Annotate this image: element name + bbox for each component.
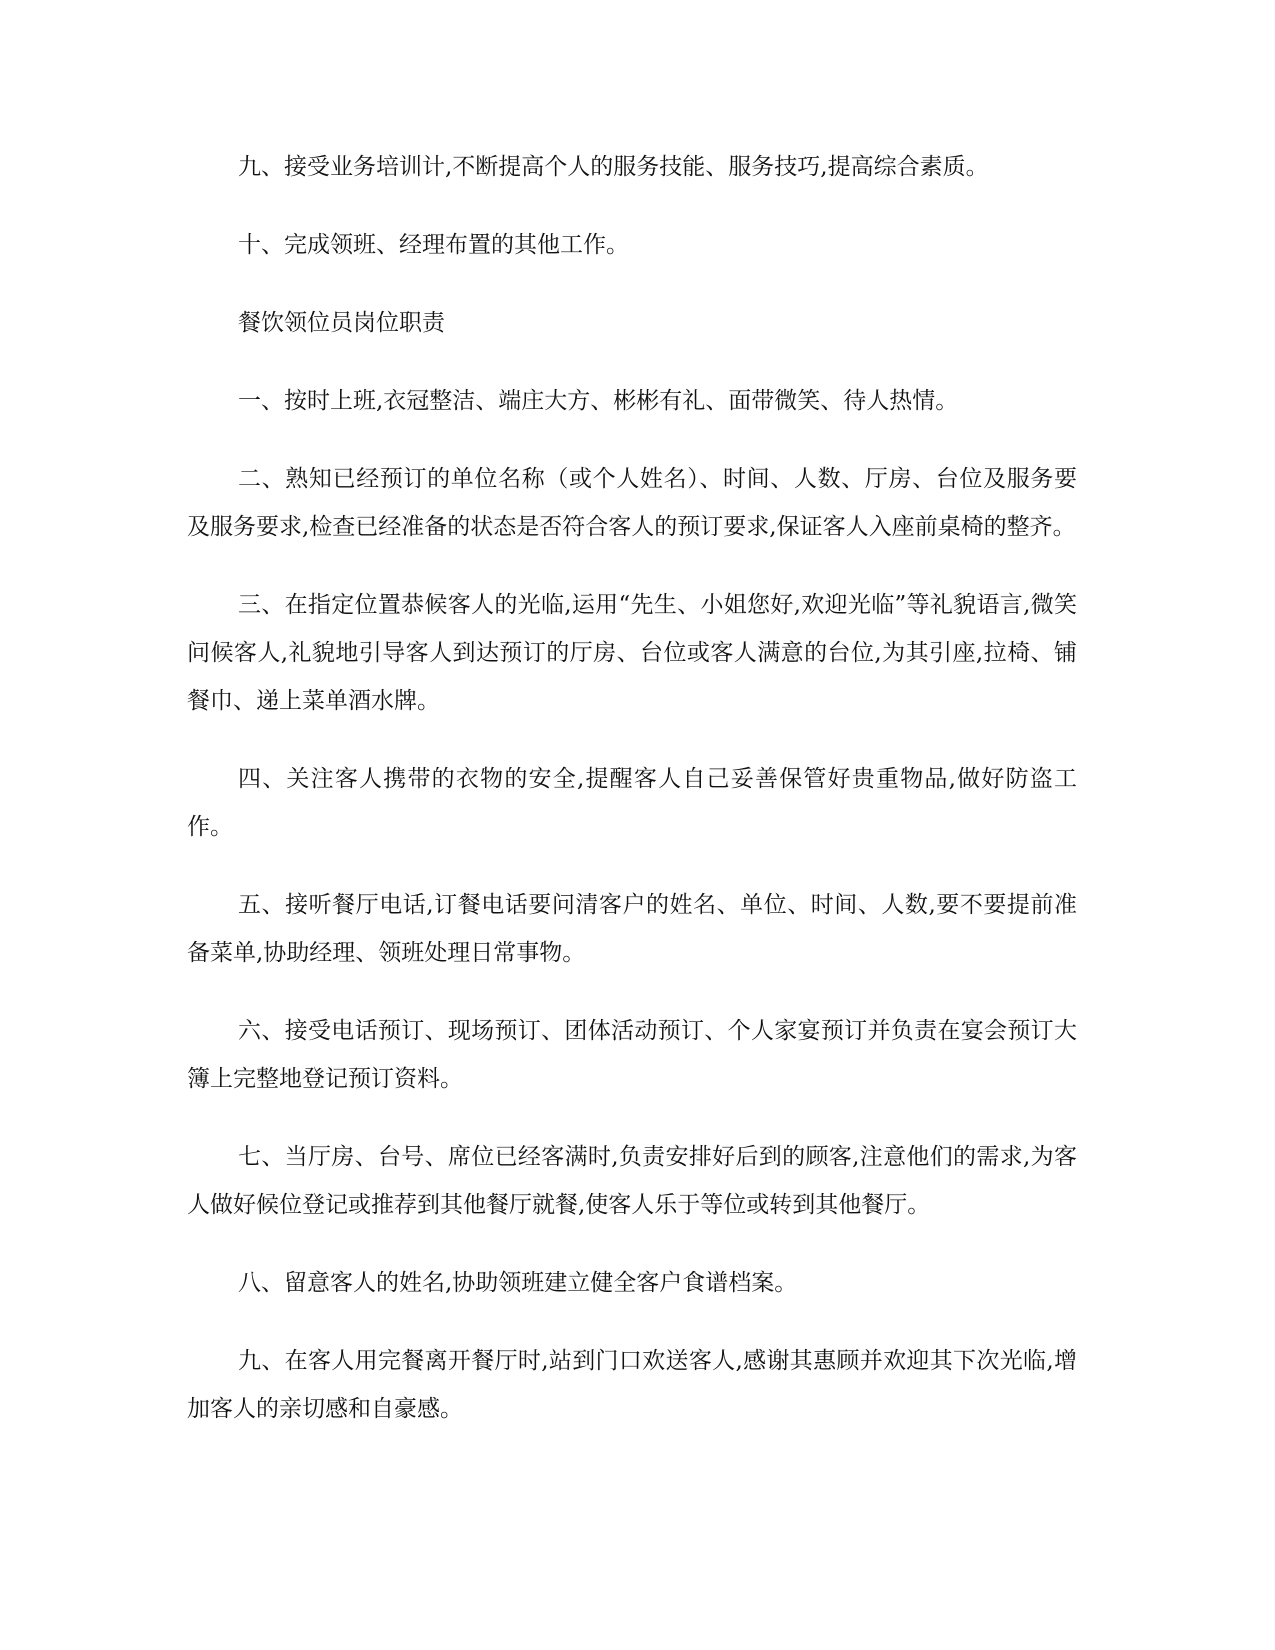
paragraph-item-six: 六、接受电话预订、现场预订、团体活动预订、个人家宴预订并负责在宴会预订大簿上完整地登记预订资料。 [187,1018,1077,1092]
paragraph-item-seven: 七、当厅房、台号、席位已经客满时,负责安排好后到的顾客,注意他们的需求,为客人做好候位登记或推荐到其他餐厅就餐,使客人乐于等位或转到其他餐厅。 [187,1144,1077,1218]
paragraph-item-four: 四、关注客人携带的衣物的安全,提醒客人自己妥善保管好贵重物品,做好防盗工作。 [187,766,1077,840]
paragraph-item-eight: 八、留意客人的姓名,协助领班建立健全客户食谱档案。 [238,1270,798,1296]
paragraph-item-nine-training: 九、接受业务培训计,不断提高个人的服务技能、服务技巧,提高综合素质。 [238,154,989,180]
section-heading: 餐饮领位员岗位职责 [238,310,445,336]
paragraph-item-five: 五、接听餐厅电话,订餐电话要问清客户的姓名、单位、时间、人数,要不要提前准备菜单,协助经理、领班处理日常事物。 [187,892,1077,966]
paragraph-item-two: 二、熟知已经预订的单位名称（或个人姓名）、时间、人数、厅房、台位及服务要及服务要求,检查已经准备的状态是否符合客人的预订要求,保证客人入座前桌椅的整齐。 [187,466,1077,540]
document-body [187,143,1077,1463]
paragraph-item-one: 一、按时上班,衣冠整洁、端庄大方、彬彬有礼、面带微笑、待人热情。 [238,388,959,414]
paragraph-item-ten-other-work: 十、完成领班、经理布置的其他工作。 [238,232,629,258]
paragraph-item-nine-farewell: 九、在客人用完餐离开餐厅时,站到门口欢送客人,感谢其惠顾并欢迎其下次光临,增加客人的亲切感和自豪感。 [187,1348,1077,1422]
paragraph-item-three: 三、在指定位置恭候客人的光临,运用“先生、小姐您好,欢迎光临”等礼貌语言,微笑问候客人,礼貌地引导客人到达预订的厅房、台位或客人满意的台位,为其引座,拉椅、铺餐巾、递上菜单酒水牌。 [187,592,1077,714]
